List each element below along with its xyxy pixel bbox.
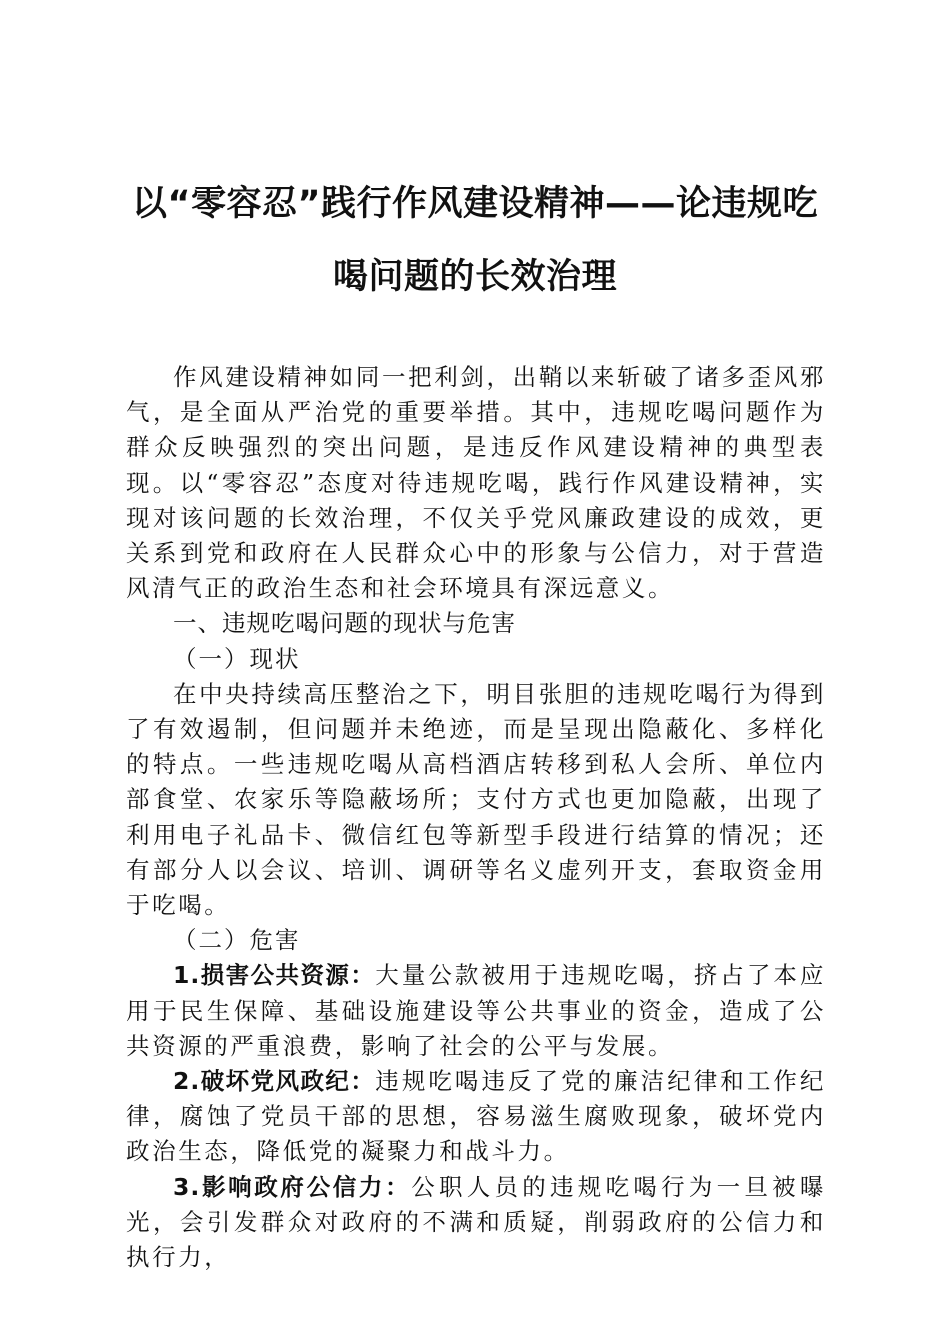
section-heading-1: 一、违规吃喝问题的现状与危害 (173, 609, 516, 638)
harm-item-3 (126, 1170, 826, 1276)
harm-item-2 (126, 1064, 826, 1170)
document-body (126, 360, 826, 1275)
document-title (100, 168, 850, 314)
subsection-heading-status: （一）现状 (173, 644, 301, 673)
harm-item-2-lead: 2.破坏党风政纪： (173, 1067, 376, 1096)
title-line-1: 以“零容忍”践行作风建设精神——论违规吃 (131, 184, 818, 224)
harm-item-3-lead: 3.影响政府公信力： (173, 1172, 412, 1201)
title-line-2: 喝问题的长效治理 (332, 257, 617, 297)
harm-item-2-text: 违规吃喝违反了党的廉洁纪律和工作纪律，腐蚀了党员干部的思想，容易滋生腐败现象，破坏党内政治生态，降低党的凝聚力和战斗力。 (126, 1067, 827, 1166)
status-paragraph: 在中央持续高压整治之下，明目张胆的违规吃喝行为得到了有效遏制，但问题并未绝迹，而是呈现出隐蔽化、多样化的特点。一些违规吃喝从高档酒店转移到私人会所、单位内部食堂、农家乐等隐蔽场所；支付方式也更加隐蔽，出现了利用电子礼品卡、微信红包等新型手段进行结算的情况；还有部分人以会议、培训、调研等名义虚列开支，套取资金用于吃喝。 (126, 679, 826, 920)
harm-item-1-lead: 1.损害公共资源： (173, 961, 376, 990)
subsection-heading-harm: （二）危害 (173, 926, 301, 955)
harm-item-1-text: 大量公款被用于违规吃喝，挤占了本应用于民生保障、基础设施建设等公共事业的资金，造成了公共资源的严重浪费，影响了社会的公平与发展。 (126, 961, 827, 1060)
intro-paragraph: 作风建设精神如同一把利剑，出鞘以来斩破了诸多歪风邪气，是全面从严治党的重要举措。其中，违规吃喝问题作为群众反映强烈的突出问题，是违反作风建设精神的典型表现。以“零容忍”态度对待违规吃喝，践行作风建设精神，实现对该问题的长效治理，不仅关乎党风廉政建设的成效，更关系到党和政府在人民群众心中的形象与公信力，对于营造风清气正的政治生态和社会环境具有深远意义。 (126, 363, 826, 603)
harm-item-1 (126, 958, 826, 1064)
harm-item-3-text: 公职人员的违规吃喝行为一旦被曝光，会引发群众对政府的不满和质疑，削弱政府的公信力和执行力， (126, 1172, 826, 1272)
